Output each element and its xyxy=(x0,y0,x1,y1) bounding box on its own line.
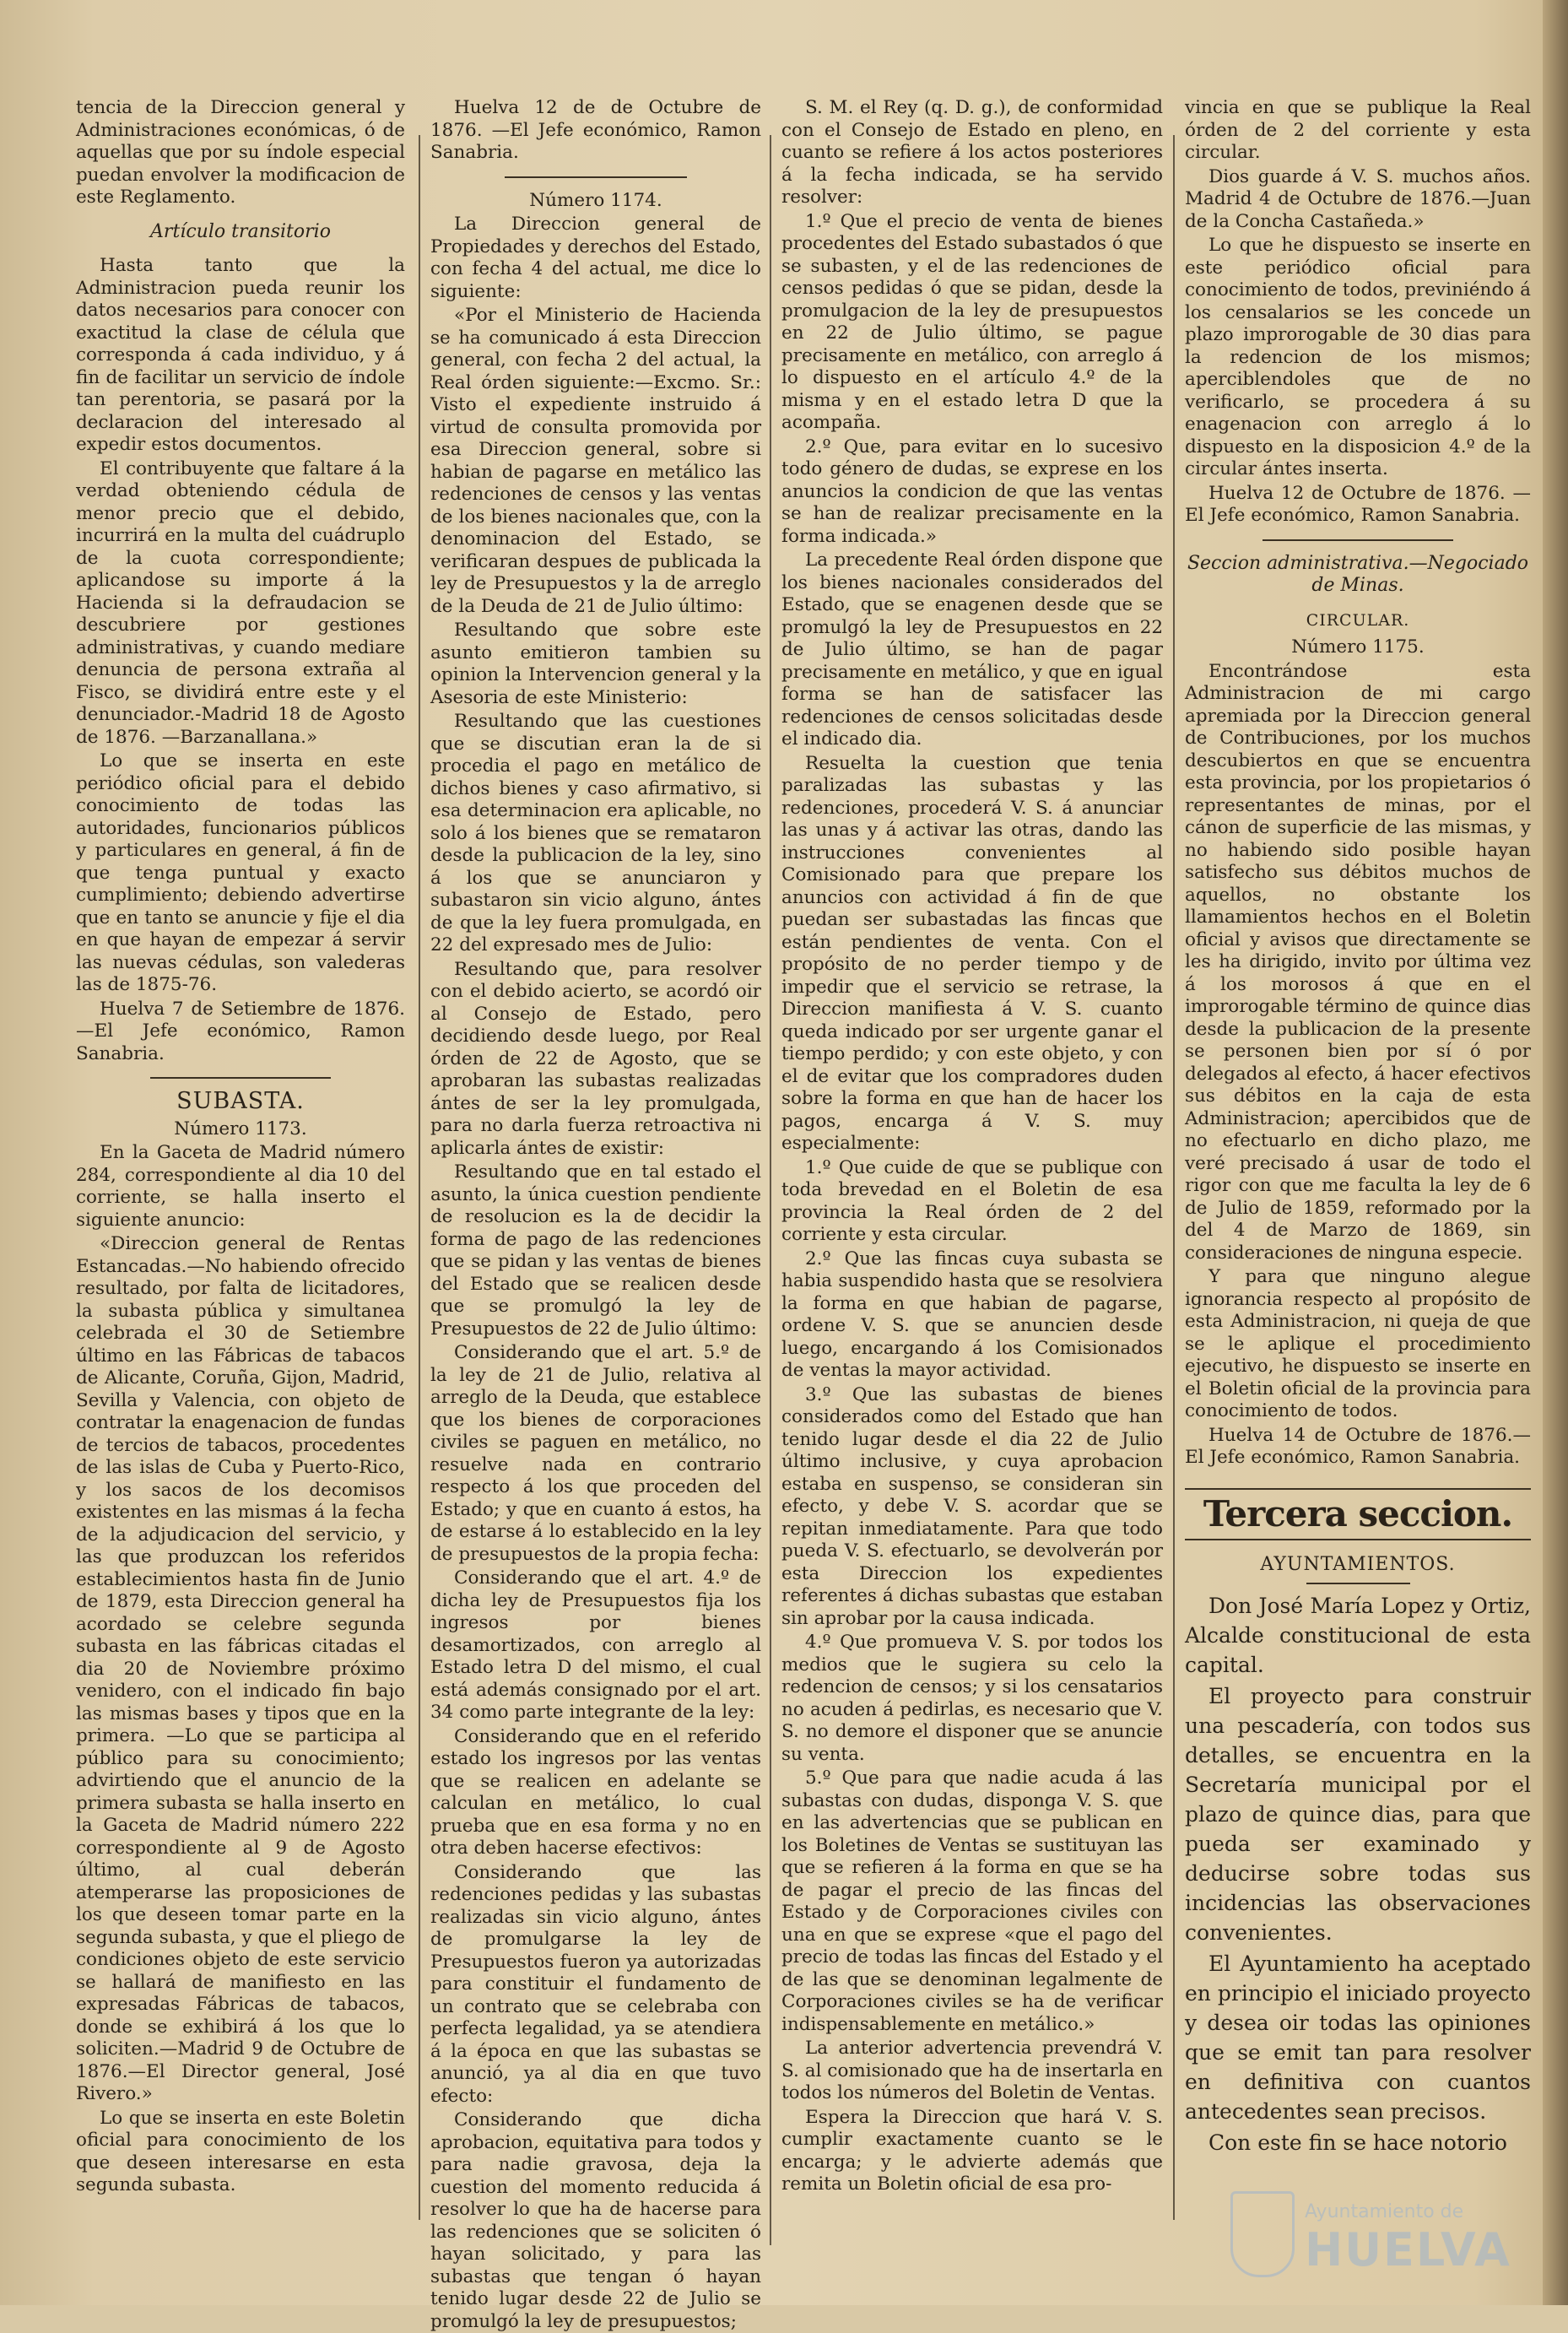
column-4 xyxy=(1185,97,1531,2241)
paragraph: Resultando que las cuestiones que se discutian eran la de si procedia el pago en metálico de dichos bienes y caso afirmativo, si esa determinacion era aplicable, no solo á los bienes que se remataron desde la publicacion de la ley, sino á los que se anunciaron y subastaron sin vicio alguno, ántes de que la ley fuera promulgada, en 22 del expresado mes de Julio: xyxy=(430,711,761,955)
shield-icon xyxy=(1230,2191,1295,2277)
paragraph: «Direccion general de Rentas Estancadas.—No habiendo ofrecido resultado, por falta de licitadores, la subasta pública y simultanea celebrada el 30 de Setiembre último en las Fábricas de tabacos de Alicante, Coruña, Gijon, Madrid, Sevilla y Valencia, con objeto de contratar la enagenacion de fundas de tercios de tabacos, procedentes de las islas de Cuba y Puerto-Rico, y los sacos de los decomisos existentes en las mismas á la fecha de la adjudicacion del servicio, y las que produzcan los referidos establecimientos hasta fin de Junio de 1879, esta Direccion general ha acordado se celebre segunda subasta en las fábricas citadas el dia 20 de Noviembre próximo venidero, con el indicado fin bajo las mismas bases y tipos que en la primera. —Lo que se participa al público para su conocimiento; advirtiendo que el anuncio de la primera subasta se halla inserto en la Gaceta de Madrid número 222 correspondiente al 9 de Agosto último, al cual deberán atemperarse las proposiciones de los que deseen tomar parte en la segunda subasta, y que el pliego de condiciones objeto de este servicio se hallará de manifiesto en las expresadas Fábricas de tabacos, donde se exhibirá á los que lo soliciten.—Madrid 9 de Octubre de 1876.—El Director general, José Rivero.» xyxy=(76,1233,405,2104)
signature: Huelva 14 de Octubre de 1876.— El Jefe económico, Ramon Sanabria. xyxy=(1185,1424,1531,1468)
paragraph: La anterior advertencia prevendrá V. S. al comisionado que ha de insertarla en todos los números del Boletin de Ventas. xyxy=(781,2038,1163,2103)
paragraph: Lo que se inserta en este Boletin oficial para conocimiento de los que deseen interesarse en esta segunda subasta. xyxy=(76,2107,405,2195)
paragraph: Resuelta la cuestion que tenia paralizadas las subastas y las redenciones, procederá V. S. á anunciar las unas y á activar las otras, dando las instrucciones convenientes al Comisionado para que prepare los anuncios con actividad á fin de que puedan ser subastadas las fincas que están pendientes de venta. Con el propósito de no perder tiempo y de impedir que el servicio se retrase, la Direccion manifiesta á V. S. cuanto queda indicado por ser urgente ganar el tiempo perdido; y con este objeto, y con el de evitar que los compradores duden sobre la forma en que han de hacer los pagos, encarga á V. S. muy especialmente: xyxy=(781,752,1163,1154)
paragraph: S. M. el Rey (q. D. g.), de conformidad con el Consejo de Estado en pleno, en cuanto se refiere á los actos posteriores á la fecha indicada, se ha servido resolver: xyxy=(781,97,1163,208)
paragraph: 1.º Que cuide de que se publique con toda brevedad en el Boletin de esa provincia la Real órden de 2 del corriente y esta circular. xyxy=(781,1156,1163,1245)
section-banner: Tercera seccion. xyxy=(1185,1488,1531,1540)
watermark-line2: HUELVA xyxy=(1305,2223,1511,2276)
paragraph: Considerando que el art. 5.º de la ley de 21 de Julio, relativa al arreglo de la Deuda, que establece que los bienes de corporaciones civiles se paguen en metálico, no resuelve nada en contrario respecto á los que proceden del Estado; y que en cuanto á estos, ha de estarse á lo establecido en la ley de presupuestos de la propia fecha: xyxy=(430,1342,761,1565)
paragraph: 3.º Que las subastas de bienes considerados como del Estado que han tenido lugar desde el dia 22 de Julio último inclusive, y cuya aprobacion estaba en suspenso, se consideran sin efecto, y debe V. S. acordar que se repitan inmediatamente. Para que todo pueda V. S. efectuarlo, se devolverán por esta Direccion los expedientes referentes á dichas subastas que estaban sin aprobar por la causa indicada. xyxy=(781,1383,1163,1629)
section-title: SUBASTA. xyxy=(176,1088,305,1114)
paragraph: vincia en que se publique la Real órden de 2 del corriente y esta circular. xyxy=(1185,97,1531,163)
paragraph: Dios guarde á V. S. muchos años. Madrid 4 de Octubre de 1876.—Juan de la Concha Castañeda.» xyxy=(1185,165,1531,232)
paragraph: La Direccion general de Propiedades y derechos del Estado, con fecha 4 del actual, me dice lo siguiente: xyxy=(430,214,761,302)
paragraph: Con este fin se hace notorio xyxy=(1208,2130,1507,2155)
paragraph: Espera la Direccion que hará V. S. cumplir exactamente cuanto se le encarga; y le advierte además que remita un Boletin oficial de esa pro- xyxy=(781,2106,1163,2195)
separator xyxy=(505,176,687,178)
paragraph: 2.º Que, para evitar en lo sucesivo todo género de dudas, se exprese en los anuncios la condicion de que las ventas se han de realizar precisamente en la forma indicada.» xyxy=(781,436,1163,547)
paragraph: «Por el Ministerio de Hacienda se ha comunicado á esta Direccion general, con fecha 2 del actual, la Real órden siguiente:—Excmo. Sr.: Visto el expediente instruido á virtud de consulta promovida por esa Direccion general, sobre si habian de pagarse en metálico las redenciones de censos y las ventas de los bienes nacionales que, con la denominacion del Estado, se verificaran despues de publicada la ley de Presupuestos y la de arreglo de la Deuda de 21 de Julio último: xyxy=(430,305,761,617)
section-heading: Artículo transitorio xyxy=(150,220,331,242)
paragraph: Resultando que en tal estado el asunto, la única cuestion pendiente de resolucion es la de decidir la forma de pago de las redenciones que se pidan y las ventas de bienes del Estado que se realicen desde que se promulgó la ley de Presupuestos de 22 de Julio último: xyxy=(430,1161,761,1340)
paragraph: 4.º Que promueva V. S. por todos los medios que le sugiera su celo la redencion de censos; y si los censatarios no acuden á pedirlas, es necesario que V. S. no demore el disponer que se anuncie su venta. xyxy=(781,1632,1163,1765)
page-spine xyxy=(1543,0,1568,2305)
column-3 xyxy=(781,97,1163,2258)
paragraph: Resultando que, para resolver con el debido acierto, se acordó oir al Consejo de Estado, pero decidiendo desde luego, por Real órden de 22 de Agosto, que se aprobaran las subastas realizadas ántes de ser la ley promulgada, para no darla fuerza retroactiva ni aplicarla ántes de existir: xyxy=(430,958,761,1159)
column-rule-3 xyxy=(1173,135,1175,2220)
paragraph: Considerando que las redenciones pedidas y las subastas realizadas sin vicio alguno, ántes de promulgarse la ley de Presupuestos fueron ya autorizadas para constituir el fundamento de un contrato que se celebraba con perfecta legalidad, ya se atendiera á la época en que las subastas se anunció, ya al dia en que tuvo efecto: xyxy=(430,1861,761,2107)
signature: Huelva 12 de Octubre de 1876. —El Jefe económico, Ramon Sanabria. xyxy=(1185,482,1531,526)
paragraph: Y para que ninguno alegue ignorancia respecto al propósito de esta Administracion, ni queja de que se le aplique el procedimiento ejecutivo, he dispuesto se inserte en el Boletin oficial de la provincia para conocimiento de todos. xyxy=(1185,1266,1531,1421)
notice-number: Número 1173. xyxy=(174,1118,307,1139)
circular-label: CIRCULAR. xyxy=(1306,610,1410,630)
paragraph: 2.º Que las fincas cuya subasta se habia suspendido hasta que se resolviera la forma en que habian de pagarse, ordene V. S. que se anuncien desde luego, encargando á los Comisionados de ventas la mayor actividad. xyxy=(781,1248,1163,1381)
watermark-line1: Ayuntamiento de xyxy=(1305,2201,1464,2222)
paragraph: Considerando que dicha aprobacion, equitativa para todos y para nadie gravosa, deja la cuestion del momento reducida á resolver lo que ha de hacerse para las redenciones que se soliciten ó hayan solicitado, y para las subastas que tengan ó hayan tenido lugar desde 22 de Julio se promulgó la ley de presupuestos; xyxy=(430,2109,761,2332)
signature: Huelva 12 de de Octubre de 1876. —El Jefe económico, Ramon Sanabria. xyxy=(430,97,761,163)
paragraph: Lo que he dispuesto se inserte en este periódico oficial para conocimiento de todos, previniéndo á los censalarios se les concede un plazo improrogable de 30 dias para la redencion de los mismos; aperciblendoles que de no verificarlo, se procedera á su enagenacion con arreglo á lo dispuesto en la disposicion 4.º de la circular ántes inserta. xyxy=(1185,235,1531,479)
paragraph: Don José María Lopez y Ortiz, Alcalde constitucional de esta capital. xyxy=(1185,1594,1531,1677)
paragraph: 1.º Que el precio de venta de bienes procedentes del Estado subastados ó que se subasten, y el de las redenciones de censos pedidas ó que se pidan, desde la promulgacion de la ley de presupuestos en 22 de Julio último, se pague precisamente en metálico, con arreglo á lo dispuesto en el artículo 4.º de la misma y en el estado letra D que la acompaña. xyxy=(781,210,1163,433)
column-1 xyxy=(76,97,405,2195)
signature: Huelva 7 de Setiembre de 1876. —El Jefe económico, Ramon Sanabria. xyxy=(76,998,405,1064)
column-2 xyxy=(430,97,761,2332)
notice-number: Número 1174. xyxy=(529,189,662,211)
column-rule-2 xyxy=(770,135,771,2245)
notice-number: Número 1175. xyxy=(1291,636,1425,658)
separator xyxy=(1306,1583,1410,1584)
paragraph: tencia de la Direccion general y Administraciones económicas, ó de aquellas que por su índole especial puedan envolver la modificacion de este Reglamento. xyxy=(76,97,405,208)
paragraph: La precedente Real órden dispone que los bienes nacionales considerados del Estado, que se enagenen desde que se promulgó la ley de Presupuestos en 22 de Julio último, se han de pagar precisamente en metálico, y que en igual forma se han de satisfacer las redenciones de censos solicitadas desde el indicado dia. xyxy=(781,549,1163,750)
paragraph: El Ayuntamiento ha aceptado en principio el iniciado proyecto y desea oir todas las opiniones que se emit tan para resolver en definitiva con cuantos antecedentes sean precisos. xyxy=(1185,1951,1531,2124)
paragraph: Hasta tanto que la Administracion pueda reunir los datos necesarios para conocer con exactitud la clase de célula que corresponda á cada individuo, y á fin de facilitar un servicio de índole tan perentoria, se pasará por la declaracion del interesado al expedir estos documentos. xyxy=(76,255,405,455)
paragraph: 5.º Que para que nadie acuda á las subastas con dudas, disponga V. S. que en las advertencias que se publican en los Boletines de Ventas se sustituyan las que se refieren á la forma en que se ha de pagar el precio de las fincas del Estado y de Corporaciones civiles con una en que se exprese «que el pago del precio de todas las fincas del Estado y el de las que se denominan legalmente de Corporaciones civiles se ha de verificar indispensablemente en metálico.» xyxy=(781,1767,1163,2035)
paragraph: Lo que se inserta en este periódico oficial para el debido conocimiento de todas las autoridades, funcionarios públicos y particulares en general, á fin de que tenga puntual y exacto cumplimiento; debiendo advertirse que en tanto se anuncie y fije el dia en que hayan de empezar á servir las nuevas cédulas, son valederas las de 1875-76. xyxy=(76,750,405,995)
separator xyxy=(1263,539,1453,541)
paragraph: Considerando que el art. 4.º de dicha ley de Presupuestos fija los ingresos por bienes desamortizados, con arreglo al Estado letra D del mismo, el cual está además consignado por el art. 34 como parte integrante de la ley: xyxy=(430,1567,761,1723)
column-rule-1 xyxy=(419,135,420,2220)
paragraph: El proyecto para construir una pescadería, con todos sus detalles, se encuentra en la Secretaría municipal por el plazo de quince dias, para que pueda ser examinado y deducirse sobre todas sus incidencias las observaciones convenientes. xyxy=(1185,1684,1531,1945)
paragraph: Considerando que en el referido estado los ingresos por las ventas que se realicen en adelante se calculan en metálico, lo cual prueba que en esa forma y no en otra deben hacerse efectivos: xyxy=(430,1725,761,1859)
section-title: AYUNTAMIENTOS. xyxy=(1260,1553,1456,1575)
paragraph: Resultando que sobre este asunto emitieron tambien su opinion la Intervencion general y la Asesoria de este Ministerio: xyxy=(430,620,761,708)
paragraph: El contribuyente que faltare á la verdad obteniendo cédula de menor precio que el debido, incurrirá en la multa del cuádruplo de la cuota correspondiente; aplicandose su importe á la Hacienda si la defraudacion se descubriere por gestiones administrativas, y cuando mediare denuncia de persona extraña al Fisco, se dividirá entre este y el denunciador.-Madrid 18 de Agosto de 1876. —Barzanallana.» xyxy=(76,457,405,748)
paragraph: Encontrándose esta Administracion de mi cargo apremiada por la Direccion general de Contribuciones, por los muchos descubiertos en que se encuentra esta provincia, por los propietarios ó representantes de minas, por el cánon de superficie de las mismas, y no habiendo sido posible hayan satisfecho sus débitos muchos de aquellos, no obstante los llamamientos hechos en el Boletin oficial y avisos que directamente se les ha dirigido, invito por última vez á los morosos á que en el improrogable término de quince dias desde la publicacion de la presente se personen bien por sí ó por delegados al efecto, á hacer efectivos sus débitos en la caja de esta Administracion; apercibidos que de no efectuarlo en dicho plazo, me veré precisado á usar de todo el rigor con que me faculta la ley de 6 de Julio de 1859, reformado por la del 4 de Marzo de 1869, sin consideraciones de ninguna especie. xyxy=(1185,660,1531,1264)
paragraph: En la Gaceta de Madrid número 284, correspondiente al dia 10 del corriente, se halla inserto el siguiente anuncio: xyxy=(76,1142,405,1231)
section-heading: Seccion administrativa.—Negociado de Minas. xyxy=(1187,552,1529,596)
watermark xyxy=(1230,2186,1517,2287)
separator xyxy=(150,1077,332,1079)
